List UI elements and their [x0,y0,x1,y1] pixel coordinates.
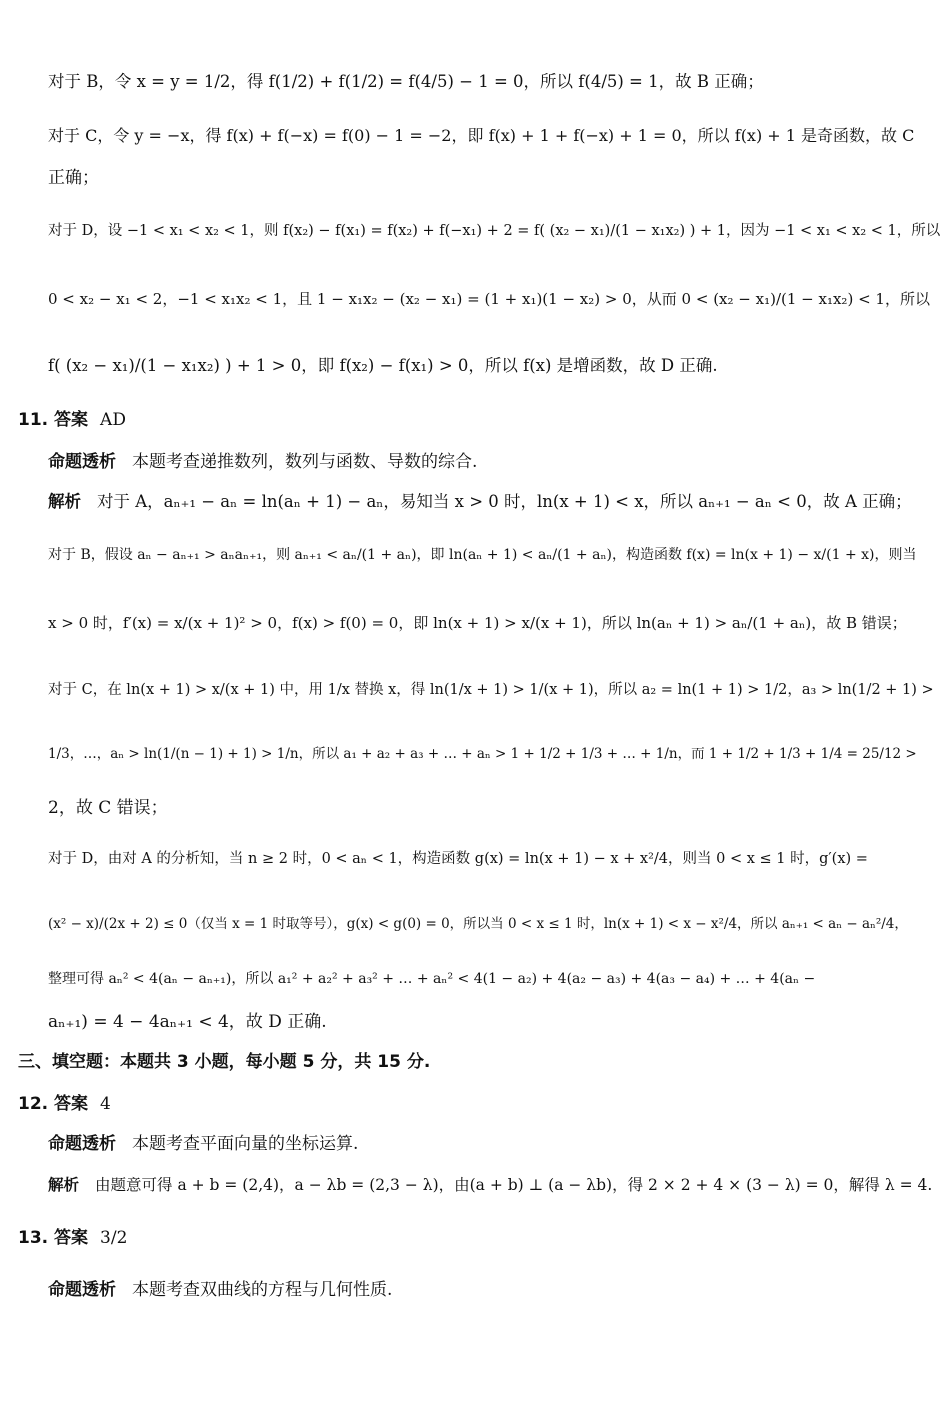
q11-answer: AD [100,410,126,430]
q11-option-d-line3: 整理可得 aₙ² < 4(aₙ − aₙ₊₁)，所以 a₁² + a₂² + a₃² + … + aₙ² < 4(1 − a₂) + 4(a₂ − a₃) + 4(a₃ − a₄) + … + 4(aₙ − [48,971,816,987]
q10-option-d-line3: f( (x₂ − x₁)/(1 − x₁x₂) ) + 1 > 0，即 f(x₂) − f(x₁) > 0，所以 f(x) 是增函数，故 D 正确. [48,356,718,375]
q11-option-c-line1: 对于 C，在 ln(x + 1) > x/(x + 1) 中，用 1/x 替换 x，得 ln(1/x + 1) > 1/(x + 1)，所以 a₂ = ln(1 + 1) > 1/2，a₃ > ln(1/2 + 1) > [48,682,934,698]
q11-answer-row [18,412,126,429]
q10-option-d-line2: 0 < x₂ − x₁ < 2，−1 < x₁x₂ < 1，且 1 − x₁x₂ − (x₂ − x₁) = (1 + x₁)(1 − x₂) > 0，从而 0 < (x₂ − x₁)/(1 − x₁x₂) < 1，所以 [48,290,930,308]
q11-option-a: 对于 A，aₙ₊₁ − aₙ = ln(aₙ + 1) − aₙ，易知当 x > 0 时，ln(x + 1) < x，所以 aₙ₊₁ − aₙ < 0，故 A 正确； [97,492,912,511]
q12-analysis-text: 由题意可得 a + b = (2,4)，a − λb = (2,3 − λ)，由(a + b) ⊥ (a − λb)，得 2 × 2 + 4 × (3 − λ) = 0，解得 λ = 4. [95,1176,933,1194]
q13-heading: 13. 答案 [18,1228,89,1248]
q11-option-b-line1: 对于 B，假设 aₙ − aₙ₊₁ > aₙaₙ₊₁，则 aₙ₊₁ < aₙ/(1 + aₙ)，即 ln(aₙ + 1) < aₙ/(1 + aₙ)，构造函数 f(x) = ln(x + 1) − x/(1 + x)，则当 [48,547,917,563]
q12-analysis-label: 解析 [48,1176,80,1194]
q11-analysis-label: 解析 [48,492,81,511]
q11-intent-text: 本题考查递推数列，数列与函数、导数的综合. [132,452,478,472]
q10-option-d-line1: 对于 D，设 −1 < x₁ < x₂ < 1，则 f(x₂) − f(x₁) = f(x₂) + f(−x₁) + 2 = f( (x₂ − x₁)/(1 − x₁x₂) ) + 1，因为 −1 < x₁ < x₂ < 1，所以 [48,223,941,239]
q13-answer-row [18,1230,127,1247]
q11-option-c-line3: 2，故 C 错误； [48,798,168,818]
q11-intent-row [48,454,477,471]
q12-intent-text: 本题考查平面向量的坐标运算. [132,1134,359,1154]
q10-option-b: 对于 B，令 x = y = 1/2，得 f(1/2) + f(1/2) = f(4/5) − 1 = 0，所以 f(4/5) = 1，故 B 正确； [48,72,764,91]
q12-answer: 4 [100,1094,111,1114]
q11-analysis-a-row [48,494,912,511]
q13-answer: 3/2 [100,1228,128,1248]
q11-option-d-line1: 对于 D，由对 A 的分析知，当 n ≥ 2 时，0 < aₙ < 1，构造函数 g(x) = ln(x + 1) − x + x²/4，则当 0 < x ≤ 1 时，g′(x) = [48,851,868,867]
q12-heading: 12. 答案 [18,1094,89,1114]
q11-option-d-line2: (x² − x)/(2x + 2) ≤ 0（仅当 x = 1 时取等号），g(x) < g(0) = 0，所以当 0 < x ≤ 1 时，ln(x + 1) < x − x²/4，所以 aₙ₊₁ < aₙ − aₙ²/4， [48,916,908,932]
q11-option-c-line2: 1/3，…，aₙ > ln(1/(n − 1) + 1) > 1/n，所以 a₁ + a₂ + a₃ + … + aₙ > 1 + 1/2 + 1/3 + … + 1/n，而 1 + 1/2 + 1/3 + 1/4 = 25/12 > [48,746,917,762]
q10-option-c-line2: 正确； [48,168,99,188]
q13-intent-text: 本题考查双曲线的方程与几何性质. [132,1280,393,1300]
q12-intent-row [48,1136,358,1153]
q12-analysis-row [48,1178,932,1194]
q13-intent-row [48,1282,392,1299]
q13-intent-label: 命题透析 [48,1280,116,1300]
section-3-heading: 三、填空题：本题共 3 小题，每小题 5 分，共 15 分. [18,1052,431,1072]
q11-intent-label: 命题透析 [48,452,116,472]
q11-option-b-line2: x > 0 时，f′(x) = x/(x + 1)² > 0，f(x) > f(0) = 0，即 ln(x + 1) > x/(x + 1)，所以 ln(aₙ + 1) > aₙ/(1 + aₙ)，故 B 错误； [48,614,907,632]
q10-option-c-line1: 对于 C，令 y = −x，得 f(x) + f(−x) = f(0) − 1 = −2，即 f(x) + 1 + f(−x) + 1 = 0，所以 f(x) + 1 是奇函数，故 C [48,126,915,145]
q12-intent-label: 命题透析 [48,1134,116,1154]
q11-option-d-line4: aₙ₊₁) = 4 − 4aₙ₊₁ < 4，故 D 正确. [48,1012,327,1032]
q11-heading: 11. 答案 [18,410,89,430]
q12-answer-row [18,1096,111,1113]
